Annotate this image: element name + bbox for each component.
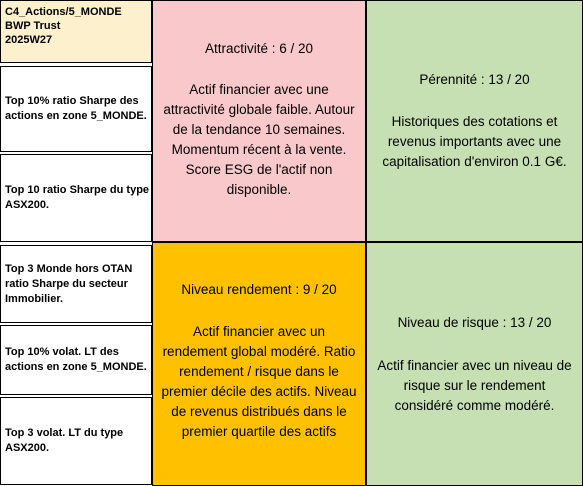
sharpe-zone-label: Top 10% ratio Sharpe des actions en zone 5_MONDE. (5, 95, 147, 122)
perennite-panel (366, 0, 583, 242)
volat-type-label: Top 3 volat. LT du type ASX200. (5, 427, 124, 454)
attractivite-panel (152, 0, 366, 242)
left-label-1 (0, 66, 152, 152)
rendement-title: Niveau rendement : 9 / 20 (181, 282, 337, 297)
sharpe-type-label: Top 10 ratio Sharpe du type ASX200. (5, 184, 150, 211)
attractivite-title: Attractivité : 6 / 20 (204, 41, 314, 56)
left-label-2 (0, 154, 152, 242)
risque-title: Niveau de risque : 13 / 20 (397, 315, 552, 330)
asset-category: C4_Actions/5_MONDE (5, 6, 122, 18)
perennite-title: Pérennité : 13 / 20 (419, 72, 530, 87)
attractivite-body: Actif financier avec une attractivité globale faible. Autour de la tendance 10 semaines. Momentum récent à la vente. Score ESG de l'actif non disponible. (163, 82, 355, 197)
asset-week: 2025W27 (5, 34, 53, 46)
left-label-4 (0, 325, 152, 395)
sharpe-sector-label: Top 3 Monde hors OTAN ratio Sharpe du secteur Immobilier. (5, 262, 133, 305)
asset-name: BWP Trust (5, 20, 61, 32)
rendement-panel (152, 242, 366, 486)
asset-header (0, 0, 152, 63)
perennite-body: Historiques des cotations et revenus importants avec une capitalisation d'environ 0.1 G€. (382, 114, 567, 169)
left-label-3 (0, 245, 152, 323)
left-label-5 (0, 397, 152, 485)
rendement-body: Actif financier avec un rendement global modéré. Ratio rendement / risque dans le premier décile des actifs. Niveau de revenus distribués dans le premier quartile des actifs (161, 324, 357, 439)
risque-panel (366, 242, 583, 486)
volat-zone-label: Top 10% volat. LT des actions en zone 5_MONDE. (5, 346, 147, 373)
risque-body: Actif financier avec un niveau de risque sur le rendement considéré comme modéré. (377, 358, 572, 413)
